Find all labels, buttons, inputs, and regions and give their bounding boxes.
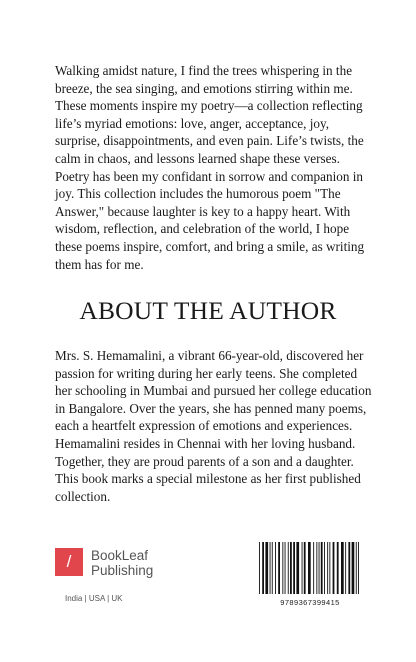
bio-paragraph: Mrs. S. Hemamalini, a vibrant 66-year-old, discovered her passion for writing during her early teens. She completed her schooling in Mumbai and pursued her college education in Bangalore. Over the years, she has penned many poems, each a heartfelt expression of emotions and experiences. Hemamalini resides in Chennai with her loving husband. Together, they are proud parents of a son and a daughter. — [55, 348, 372, 469]
isbn-barcode — [256, 540, 364, 608]
publisher-name-line: Publishing — [91, 563, 154, 578]
blurb-text: Walking amidst nature, I find the trees whispering in the breeze, the sea singing, and emotions stirring within me. These moments inspire my poetry—a collection reflecting life’s myriad emotions: love, anger, acceptance, joy, surprise, disappointments, and even pain. Life’s twists, the calm in chaos, and lessons learned shape these verses. Poetry has been my confidant in sorrow and companion in joy. This collection includes the humorous poem "The Answer," because laughter is key to a happy heart. With wisdom, reflection, and celebration of the world, I hope these poems inspire, comfort, and bring a smile, as writing them has for me. — [55, 63, 365, 272]
barcode-icon — [256, 540, 364, 596]
publisher-regions: India | USA | UK — [65, 594, 123, 603]
bookleaf-logo-icon: / — [55, 548, 83, 576]
author-bio — [55, 347, 375, 505]
publisher-name-line: BookLeaf — [91, 548, 149, 563]
about-author-heading: ABOUT THE AUTHOR — [79, 296, 337, 325]
publisher-name — [91, 548, 201, 578]
isbn-number: 9789367399415 — [280, 598, 340, 607]
bio-paragraph: This book marks a special milestone as her first published collection. — [55, 471, 361, 504]
